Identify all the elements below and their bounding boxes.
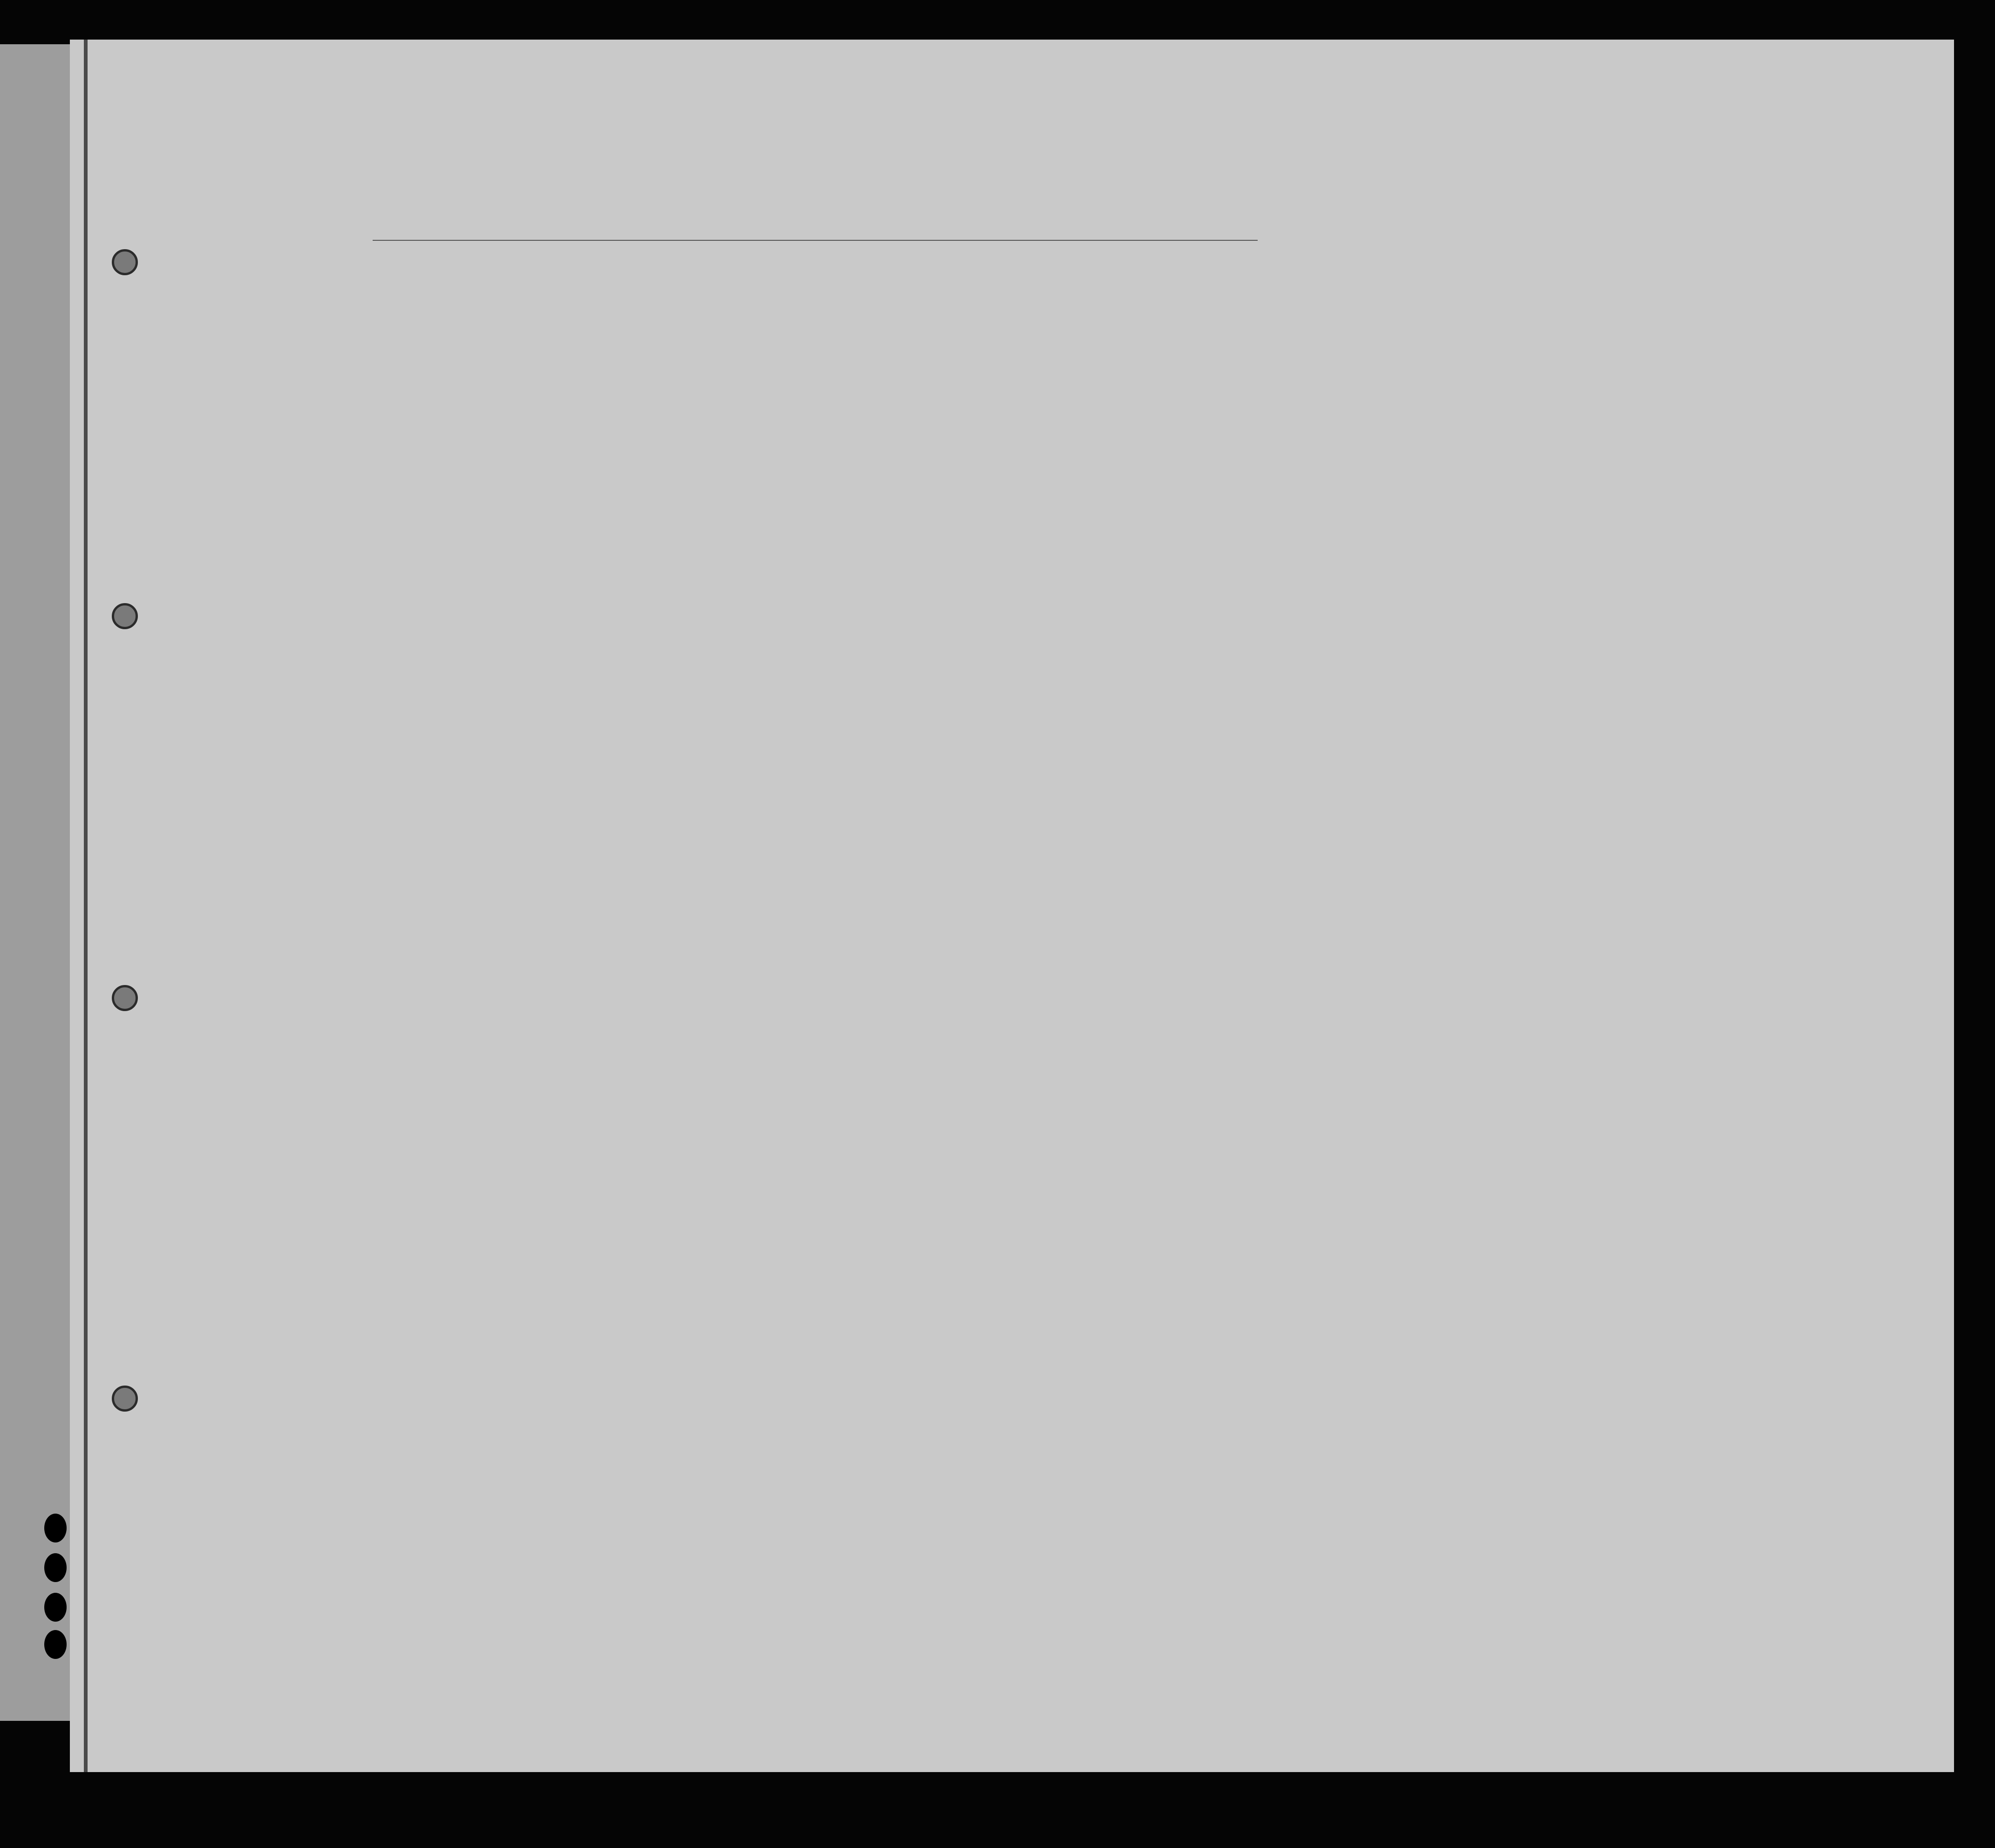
manifest-page — [70, 40, 1954, 1772]
heading-inches — [1693, 403, 1706, 449]
punch-hole — [112, 1386, 138, 1412]
heading-deported — [1481, 310, 1523, 459]
binder-hole — [44, 1630, 67, 1659]
heading-ticket — [606, 300, 626, 459]
heading-length-stay — [1178, 319, 1206, 459]
heading-return — [1137, 319, 1164, 459]
heading-feet — [1665, 403, 1678, 449]
binder-hole — [44, 1514, 67, 1542]
page-binding-edge — [84, 40, 88, 1772]
punch-hole — [112, 603, 138, 629]
heading-labor-offer — [1430, 310, 1472, 459]
heading-anarchist — [1353, 310, 1367, 459]
heading-fifty-dollars — [717, 300, 738, 459]
punch-hole — [112, 985, 138, 1011]
heading-prison — [1276, 310, 1314, 459]
adjacent-page-strip — [0, 44, 70, 1721]
arrival-underline — [373, 240, 1258, 241]
heading-overthrow — [1379, 310, 1421, 459]
heading-citizen — [1234, 319, 1262, 459]
binder-hole — [44, 1593, 67, 1622]
heading-polygamist — [1328, 310, 1341, 459]
binder-hole — [44, 1553, 67, 1582]
punch-hole — [112, 249, 138, 275]
